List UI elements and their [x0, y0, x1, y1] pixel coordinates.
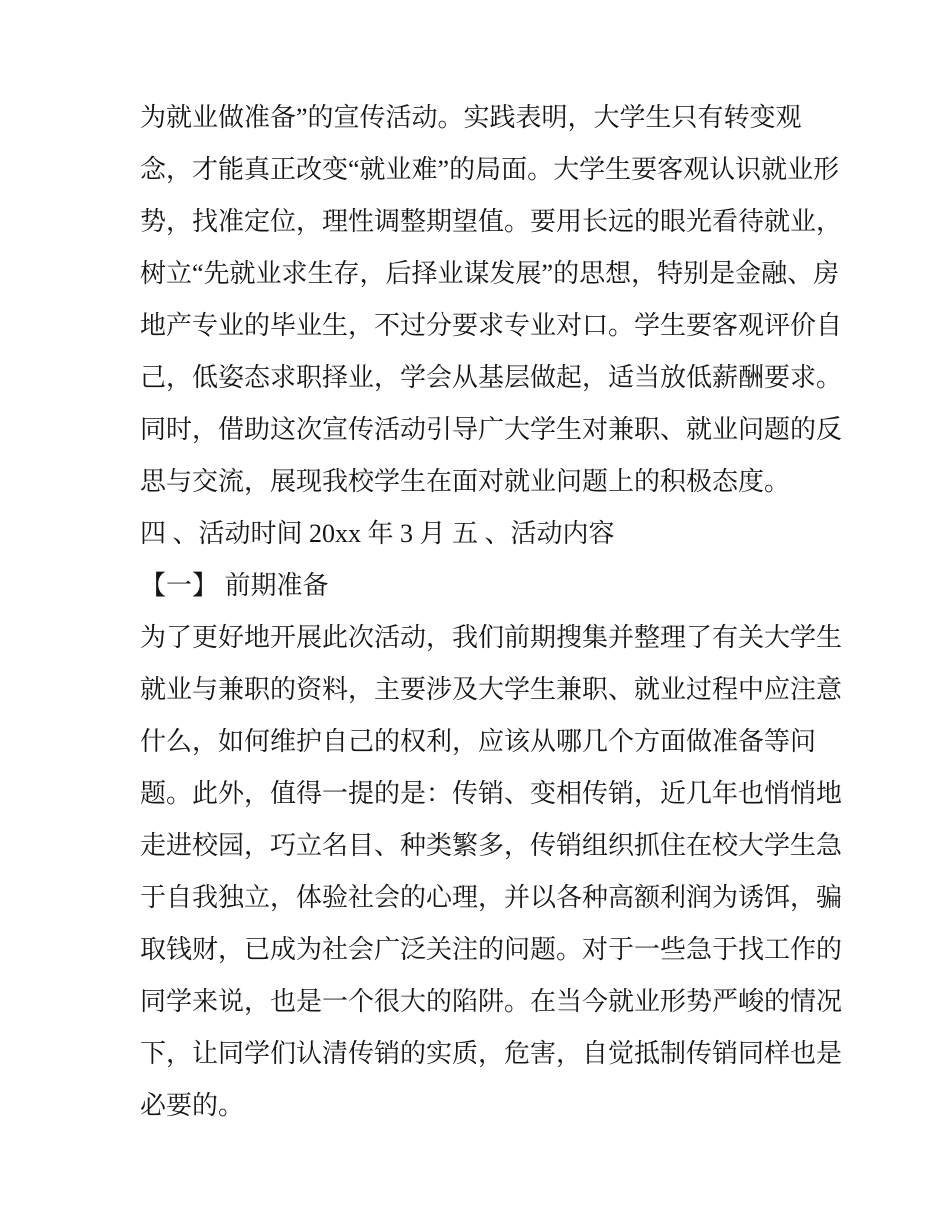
document-text-block: [140, 92, 843, 1132]
section-heading-time-content: 四 、活动时间 20xx 年 3 月 五 、活动内容: [140, 519, 615, 548]
text-line-6: 己，低姿态求职择业，学会从基层做起，适当放低薪酬要求。: [140, 363, 843, 392]
text-line-5: 地产专业的毕业生，不过分要求专业对口。学生要客观评价自: [140, 311, 843, 340]
text-line-11: 为了更好地开展此次活动，我们前期搜集并整理了有关大学生: [140, 623, 843, 652]
text-line-19: 下，让同学们认清传销的实质，危害，自觉抵制传销同样也是: [140, 1039, 843, 1068]
text-line-18: 同学来说，也是一个很大的陷阱。在当今就业形势严峻的情况: [140, 987, 843, 1016]
text-line-4: 树立“先就业求生存，后择业谋发展”的思想，特别是金融、房: [140, 259, 840, 288]
text-line-8: 思与交流，展现我校学生在面对就业问题上的积极态度。: [140, 467, 791, 496]
text-line-13: 什么，如何维护自己的权利，应该从哪几个方面做准备等问: [140, 727, 817, 756]
text-line-12: 就业与兼职的资料，主要涉及大学生兼职、就业过程中应注意: [140, 675, 843, 704]
text-line-20: 必要的。: [140, 1091, 245, 1120]
text-line-16: 于自我独立，体验社会的心理，并以各种高额利润为诱饵，骗: [140, 883, 843, 912]
text-line-7: 同时，借助这次宣传活动引导广大学生对兼职、就业问题的反: [140, 415, 843, 444]
section-heading-preparation: 【一】 前期准备: [140, 571, 329, 600]
text-line-2: 念，才能真正改变“就业难”的局面。大学生要客观认识就业形: [140, 155, 840, 184]
text-line-1: 为就业做准备”的宣传活动。实践表明，大学生只有转变观: [140, 103, 802, 132]
text-line-14: 题。此外，值得一提的是：传销、变相传销，近几年也悄悄地: [140, 779, 843, 808]
text-line-15: 走进校园，巧立名目、种类繁多，传销组织抓住在校大学生急: [140, 831, 843, 860]
text-line-3: 势，找准定位，理性调整期望值。要用长远的眼光看待就业，: [140, 207, 843, 236]
text-line-17: 取钱财，已成为社会广泛关注的问题。对于一些急于找工作的: [140, 935, 843, 964]
